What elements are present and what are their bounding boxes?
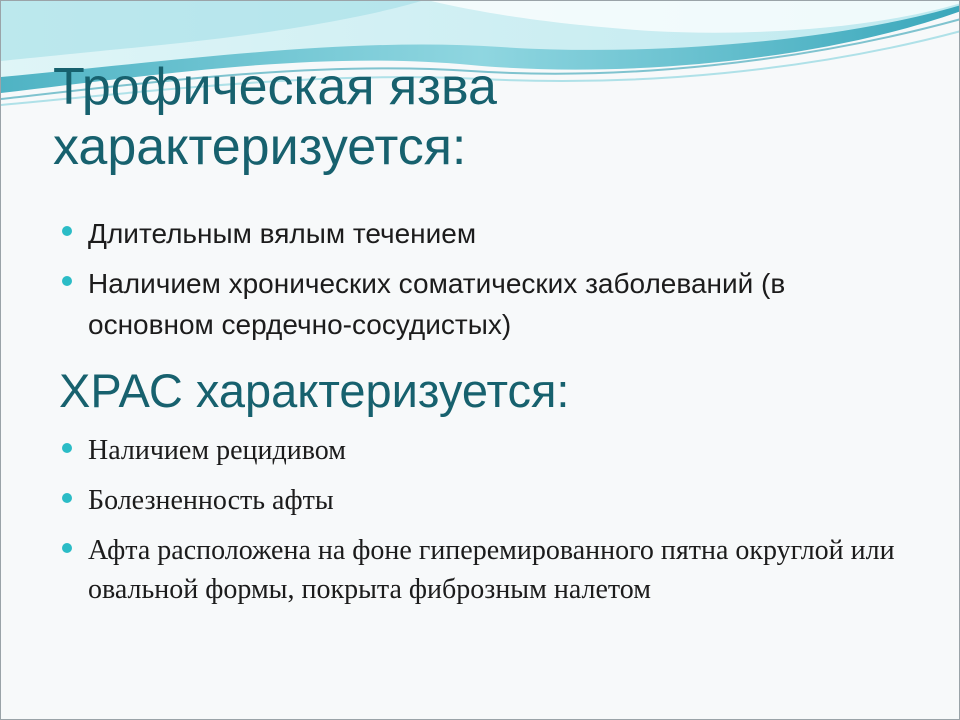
- list-item: [59, 531, 899, 609]
- list-item: [59, 431, 899, 470]
- list-item-text: Афта расположена на фоне гиперемированного пятна округлой или овальной формы, покрыта фиброзным налетом: [88, 535, 895, 605]
- bullet-dot-icon: [62, 543, 72, 553]
- list-item: [59, 213, 899, 254]
- section-heading: ХРАС характеризуется:: [59, 364, 570, 417]
- slide-title: Трофическая язва характеризуется:: [53, 58, 497, 176]
- bullet-dot-icon: [62, 226, 72, 236]
- list-item: [59, 263, 899, 345]
- bullet-dot-icon: [62, 493, 72, 503]
- list-item: [59, 481, 899, 520]
- bullet-dot-icon: [62, 276, 72, 286]
- list-item-text: Наличием рецидивом: [88, 435, 346, 466]
- list-item-text: Болезненность афты: [88, 485, 334, 516]
- bullet-list-trophic-ulcer: [59, 213, 899, 354]
- bullet-list-hras: [59, 431, 899, 620]
- list-item-text: Длительным вялым течением: [88, 218, 477, 249]
- list-item-text: Наличием хронических соматических заболеваний (в основном сердечно-сосудистых): [88, 268, 786, 340]
- bullet-dot-icon: [62, 443, 72, 453]
